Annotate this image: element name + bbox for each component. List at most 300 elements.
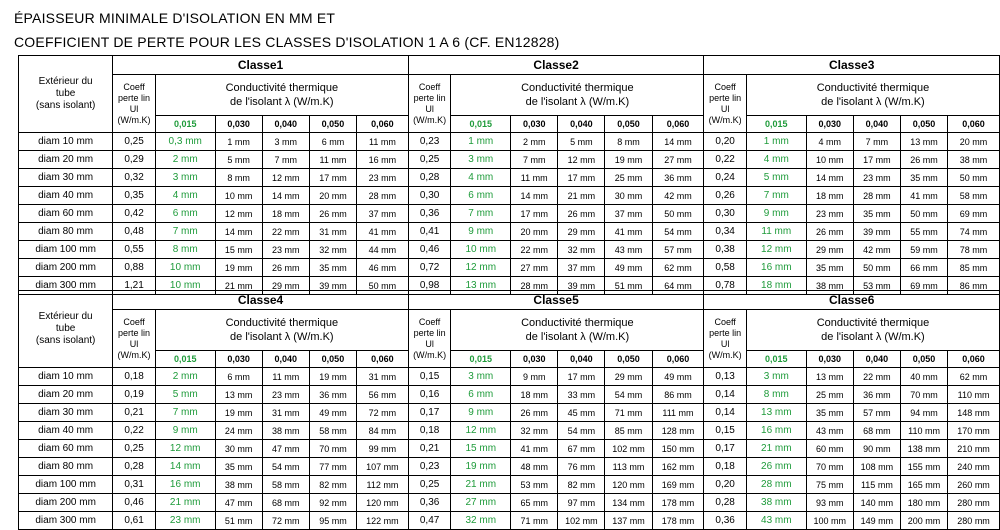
- loss-coefficient-cell: 0,34: [704, 223, 747, 241]
- loss-coefficient-cell: 0,22: [704, 151, 747, 169]
- thickness-cell: 17 mm: [511, 205, 558, 223]
- coeff-label-1: Coeff: [418, 81, 441, 92]
- coeff-header: [704, 310, 747, 368]
- thickness-cell: 28 mm: [853, 187, 900, 205]
- thickness-cell: 72 mm: [262, 512, 309, 530]
- conductivity-value: 0,015: [451, 116, 511, 133]
- thickness-cell: 82 mm: [558, 476, 605, 494]
- thickness-cell: 30 mm: [215, 440, 262, 458]
- thickness-cell: 4 mm: [155, 187, 215, 205]
- thickness-cell: 65 mm: [511, 494, 558, 512]
- thickness-cell: 150 mm: [652, 440, 704, 458]
- ext-label-3: (sans isolant): [35, 335, 96, 346]
- class-header: Classe6: [704, 291, 1000, 310]
- class-header: Classe2: [408, 56, 704, 75]
- thickness-cell: 100 mm: [806, 512, 853, 530]
- diameter-label: diam 80 mm: [19, 223, 113, 241]
- coeff-label-2: perte lin: [709, 92, 742, 103]
- conductivity-value: 0,015: [746, 351, 806, 368]
- conductivity-value: 0,015: [155, 351, 215, 368]
- thickness-cell: 66 mm: [900, 259, 947, 277]
- thickness-cell: 95 mm: [309, 512, 356, 530]
- thickness-cell: 120 mm: [605, 476, 652, 494]
- loss-coefficient-cell: 0,14: [704, 404, 747, 422]
- conductivity-value: 0,060: [948, 351, 1000, 368]
- thickness-cell: 18 mm: [262, 205, 309, 223]
- thickness-cell: 13 mm: [451, 277, 511, 295]
- thickness-cell: 260 mm: [948, 476, 1000, 494]
- thickness-cell: 4 mm: [806, 133, 853, 151]
- coeff-label-3: Ul: [720, 338, 730, 349]
- conductivity-label-2: de l'isolant λ (W/m.K): [230, 96, 334, 108]
- loss-coefficient-cell: 0,46: [113, 494, 156, 512]
- coeff-label-2: perte lin: [413, 92, 446, 103]
- loss-coefficient-cell: 0,14: [704, 386, 747, 404]
- thickness-cell: 240 mm: [948, 458, 1000, 476]
- thickness-cell: 23 mm: [262, 386, 309, 404]
- thickness-cell: 29 mm: [806, 241, 853, 259]
- thickness-cell: 3 mm: [262, 133, 309, 151]
- thickness-cell: 32 mm: [558, 241, 605, 259]
- loss-coefficient-cell: 0,55: [113, 241, 156, 259]
- thickness-cell: 10 mm: [215, 187, 262, 205]
- thickness-cell: 35 mm: [853, 205, 900, 223]
- insulation-table-1: [18, 55, 1000, 295]
- thickness-cell: 38 mm: [215, 476, 262, 494]
- thickness-cell: 35 mm: [806, 404, 853, 422]
- thickness-cell: 110 mm: [900, 422, 947, 440]
- ext-label-2: tube: [55, 88, 76, 99]
- thickness-cell: 35 mm: [215, 458, 262, 476]
- conductivity-label-2: de l'isolant λ (W/m.K): [821, 331, 925, 343]
- thickness-cell: 180 mm: [900, 494, 947, 512]
- thickness-cell: 47 mm: [215, 494, 262, 512]
- thickness-cell: 56 mm: [357, 386, 409, 404]
- thickness-cell: 99 mm: [357, 440, 409, 458]
- thickness-cell: 31 mm: [309, 223, 356, 241]
- thickness-cell: 12 mm: [451, 422, 511, 440]
- table-row: [19, 494, 1000, 512]
- conductivity-label-2: de l'isolant λ (W/m.K): [821, 96, 925, 108]
- diameter-label: diam 10 mm: [19, 368, 113, 386]
- thickness-cell: 19 mm: [309, 368, 356, 386]
- coeff-label-4: (W/m.K): [413, 349, 447, 360]
- thickness-cell: 36 mm: [309, 386, 356, 404]
- thickness-cell: 9 mm: [746, 205, 806, 223]
- pipe-exterior-header: [19, 291, 113, 368]
- thickness-cell: 35 mm: [309, 259, 356, 277]
- thickness-cell: 35 mm: [806, 259, 853, 277]
- thickness-cell: 20 mm: [511, 223, 558, 241]
- loss-coefficient-cell: 0,15: [704, 422, 747, 440]
- thickness-cell: 102 mm: [605, 440, 652, 458]
- thickness-cell: 32 mm: [451, 512, 511, 530]
- coeff-label-2: perte lin: [413, 327, 446, 338]
- thickness-cell: 31 mm: [262, 404, 309, 422]
- loss-coefficient-cell: 0,21: [408, 440, 451, 458]
- class-header: Classe1: [113, 56, 409, 75]
- thickness-cell: 38 mm: [948, 151, 1000, 169]
- loss-coefficient-cell: 0,28: [408, 169, 451, 187]
- thickness-cell: 33 mm: [558, 386, 605, 404]
- thickness-cell: 29 mm: [605, 368, 652, 386]
- thickness-cell: 67 mm: [558, 440, 605, 458]
- thickness-cell: 92 mm: [309, 494, 356, 512]
- subheader-row: [19, 310, 1000, 351]
- table-row: [19, 151, 1000, 169]
- diameter-label: diam 30 mm: [19, 169, 113, 187]
- thickness-cell: 54 mm: [262, 458, 309, 476]
- diameter-label: diam 60 mm: [19, 440, 113, 458]
- coeff-label-3: Ul: [720, 103, 730, 114]
- loss-coefficient-cell: 0,25: [408, 476, 451, 494]
- thickness-cell: 94 mm: [900, 404, 947, 422]
- conductivity-value: 0,030: [215, 351, 262, 368]
- ext-label-3: (sans isolant): [35, 100, 96, 111]
- conductivity-value: 0,040: [853, 116, 900, 133]
- thickness-cell: 18 mm: [746, 277, 806, 295]
- loss-coefficient-cell: 0,18: [408, 422, 451, 440]
- coeff-label-2: perte lin: [709, 327, 742, 338]
- ext-label-1: Extérieur du: [38, 76, 93, 87]
- thickness-cell: 21 mm: [558, 187, 605, 205]
- thickness-cell: 7 mm: [155, 404, 215, 422]
- thickness-cell: 14 mm: [215, 223, 262, 241]
- conductivity-value: 0,015: [451, 351, 511, 368]
- thickness-cell: 39 mm: [558, 277, 605, 295]
- thickness-cell: 5 mm: [558, 133, 605, 151]
- loss-coefficient-cell: 0,38: [704, 241, 747, 259]
- loss-coefficient-cell: 0,18: [704, 458, 747, 476]
- thickness-cell: 77 mm: [309, 458, 356, 476]
- coeff-label-1: Coeff: [714, 316, 736, 327]
- thickness-cell: 59 mm: [900, 241, 947, 259]
- loss-coefficient-cell: 0,42: [113, 205, 156, 223]
- thickness-cell: 18 mm: [806, 187, 853, 205]
- thickness-cell: 21 mm: [746, 440, 806, 458]
- thickness-cell: 29 mm: [558, 223, 605, 241]
- insulation-table-2: [18, 290, 1000, 530]
- thickness-cell: 111 mm: [652, 404, 704, 422]
- coeff-label-2: perte lin: [118, 92, 151, 103]
- table-row: [19, 512, 1000, 530]
- conductivity-header: [155, 75, 408, 116]
- conductivity-value: 0,050: [605, 116, 652, 133]
- conductivity-value: 0,030: [215, 116, 262, 133]
- thickness-cell: 14 mm: [155, 458, 215, 476]
- loss-coefficient-cell: 0,61: [113, 512, 156, 530]
- ext-label-1: Extérieur du: [38, 311, 93, 322]
- coeff-label-1: Coeff: [418, 316, 441, 327]
- thickness-cell: 210 mm: [948, 440, 1000, 458]
- conductivity-value: 0,060: [948, 116, 1000, 133]
- thickness-cell: 9 mm: [451, 223, 511, 241]
- thickness-cell: 122 mm: [357, 512, 409, 530]
- thickness-cell: 169 mm: [652, 476, 704, 494]
- thickness-cell: 84 mm: [357, 422, 409, 440]
- conductivity-label-1: Conductivité thermique: [816, 82, 930, 94]
- loss-coefficient-cell: 0,19: [113, 386, 156, 404]
- loss-coefficient-cell: 0,20: [704, 476, 747, 494]
- thickness-cell: 18 mm: [511, 386, 558, 404]
- thickness-cell: 280 mm: [948, 494, 1000, 512]
- loss-coefficient-cell: 0,31: [113, 476, 156, 494]
- thickness-cell: 35 mm: [900, 169, 947, 187]
- coeff-label-3: Ul: [425, 103, 434, 114]
- conductivity-values-row: [19, 351, 1000, 368]
- table-row: [19, 386, 1000, 404]
- thickness-cell: 26 mm: [262, 259, 309, 277]
- loss-coefficient-cell: 0,23: [408, 458, 451, 476]
- thickness-cell: 46 mm: [357, 259, 409, 277]
- loss-coefficient-cell: 0,30: [704, 205, 747, 223]
- thickness-cell: 13 mm: [806, 368, 853, 386]
- thickness-cell: 69 mm: [948, 205, 1000, 223]
- diameter-label: diam 200 mm: [19, 259, 113, 277]
- conductivity-value: 0,060: [652, 116, 704, 133]
- thickness-cell: 17 mm: [558, 169, 605, 187]
- thickness-cell: 9 mm: [155, 422, 215, 440]
- thickness-cell: 7 mm: [451, 205, 511, 223]
- table-row: [19, 133, 1000, 151]
- thickness-cell: 4 mm: [746, 151, 806, 169]
- thickness-cell: 54 mm: [605, 386, 652, 404]
- diameter-label: diam 80 mm: [19, 458, 113, 476]
- loss-coefficient-cell: 0,13: [704, 368, 747, 386]
- conductivity-label-2: de l'isolant λ (W/m.K): [525, 331, 630, 343]
- conductivity-value: 0,050: [900, 351, 947, 368]
- thickness-cell: 16 mm: [746, 259, 806, 277]
- thickness-cell: 75 mm: [806, 476, 853, 494]
- conductivity-value: 0,030: [511, 351, 558, 368]
- thickness-cell: 23 mm: [853, 169, 900, 187]
- thickness-cell: 39 mm: [853, 223, 900, 241]
- thickness-cell: 4 mm: [451, 169, 511, 187]
- thickness-cell: 32 mm: [309, 241, 356, 259]
- conductivity-value: 0,040: [558, 351, 605, 368]
- conductivity-label-2: de l'isolant λ (W/m.K): [525, 96, 630, 108]
- conductivity-value: 0,015: [746, 116, 806, 133]
- thickness-cell: 29 mm: [262, 277, 309, 295]
- loss-coefficient-cell: 0,30: [408, 187, 451, 205]
- coeff-label-4: (W/m.K): [708, 349, 742, 360]
- thickness-cell: 137 mm: [605, 512, 652, 530]
- loss-coefficient-cell: 0,72: [408, 259, 451, 277]
- thickness-cell: 41 mm: [900, 187, 947, 205]
- thickness-cell: 57 mm: [853, 404, 900, 422]
- thickness-cell: 13 mm: [215, 386, 262, 404]
- table-row: [19, 440, 1000, 458]
- thickness-cell: 26 mm: [900, 151, 947, 169]
- thickness-cell: 17 mm: [558, 368, 605, 386]
- thickness-cell: 7 mm: [511, 151, 558, 169]
- conductivity-values-row: [19, 116, 1000, 133]
- loss-coefficient-cell: 0,47: [408, 512, 451, 530]
- loss-coefficient-cell: 0,20: [704, 133, 747, 151]
- thickness-cell: 64 mm: [652, 277, 704, 295]
- thickness-cell: 76 mm: [558, 458, 605, 476]
- thickness-cell: 12 mm: [558, 151, 605, 169]
- thickness-cell: 51 mm: [605, 277, 652, 295]
- conductivity-value: 0,030: [806, 116, 853, 133]
- class-header-row: [19, 56, 1000, 75]
- thickness-cell: 8 mm: [215, 169, 262, 187]
- thickness-cell: 13 mm: [746, 404, 806, 422]
- thickness-cell: 85 mm: [948, 259, 1000, 277]
- coeff-header: [408, 310, 451, 368]
- page-title-line1: ÉPAISSEUR MINIMALE D'ISOLATION EN MM ET: [14, 10, 336, 26]
- subheader-row: [19, 75, 1000, 116]
- coeff-header: [113, 75, 156, 133]
- thickness-cell: 36 mm: [652, 169, 704, 187]
- thickness-cell: 14 mm: [262, 187, 309, 205]
- thickness-cell: 25 mm: [605, 169, 652, 187]
- loss-coefficient-cell: 0,23: [408, 133, 451, 151]
- thickness-cell: 16 mm: [357, 151, 409, 169]
- thickness-cell: 17 mm: [853, 151, 900, 169]
- loss-coefficient-cell: 0,41: [408, 223, 451, 241]
- diameter-label: diam 40 mm: [19, 187, 113, 205]
- table-row: [19, 169, 1000, 187]
- thickness-cell: 149 mm: [853, 512, 900, 530]
- thickness-cell: 82 mm: [309, 476, 356, 494]
- coeff-label-2: perte lin: [118, 327, 151, 338]
- thickness-cell: 3 mm: [451, 151, 511, 169]
- diameter-label: diam 300 mm: [19, 512, 113, 530]
- thickness-cell: 58 mm: [309, 422, 356, 440]
- thickness-cell: 25 mm: [806, 386, 853, 404]
- loss-coefficient-cell: 0,58: [704, 259, 747, 277]
- thickness-cell: 78 mm: [948, 241, 1000, 259]
- loss-coefficient-cell: 0,16: [408, 386, 451, 404]
- thickness-cell: 12 mm: [155, 440, 215, 458]
- table-row: [19, 241, 1000, 259]
- thickness-cell: 113 mm: [605, 458, 652, 476]
- loss-coefficient-cell: 0,25: [113, 440, 156, 458]
- thickness-cell: 42 mm: [853, 241, 900, 259]
- thickness-cell: 155 mm: [900, 458, 947, 476]
- thickness-cell: 165 mm: [900, 476, 947, 494]
- thickness-cell: 6 mm: [309, 133, 356, 151]
- thickness-cell: 41 mm: [511, 440, 558, 458]
- thickness-cell: 70 mm: [900, 386, 947, 404]
- thickness-cell: 27 mm: [652, 151, 704, 169]
- thickness-cell: 178 mm: [652, 494, 704, 512]
- loss-coefficient-cell: 0,48: [113, 223, 156, 241]
- thickness-cell: 22 mm: [853, 368, 900, 386]
- conductivity-header: [451, 75, 704, 116]
- thickness-cell: 280 mm: [948, 512, 1000, 530]
- conductivity-value: 0,040: [853, 351, 900, 368]
- thickness-cell: 23 mm: [357, 169, 409, 187]
- thickness-cell: 9 mm: [451, 404, 511, 422]
- thickness-cell: 3 mm: [451, 368, 511, 386]
- thickness-cell: 1 mm: [215, 133, 262, 151]
- coeff-label-3: Ul: [425, 338, 434, 349]
- thickness-cell: 8 mm: [155, 241, 215, 259]
- loss-coefficient-cell: 0,98: [408, 277, 451, 295]
- thickness-cell: 51 mm: [215, 512, 262, 530]
- loss-coefficient-cell: 0,36: [408, 205, 451, 223]
- coeff-header: [113, 310, 156, 368]
- loss-coefficient-cell: 0,29: [113, 151, 156, 169]
- thickness-cell: 128 mm: [652, 422, 704, 440]
- thickness-cell: 12 mm: [451, 259, 511, 277]
- thickness-cell: 7 mm: [262, 151, 309, 169]
- thickness-cell: 28 mm: [357, 187, 409, 205]
- thickness-cell: 115 mm: [853, 476, 900, 494]
- thickness-cell: 86 mm: [948, 277, 1000, 295]
- thickness-cell: 26 mm: [806, 223, 853, 241]
- thickness-cell: 43 mm: [806, 422, 853, 440]
- thickness-cell: 72 mm: [357, 404, 409, 422]
- thickness-cell: 3 mm: [746, 368, 806, 386]
- loss-coefficient-cell: 0,36: [408, 494, 451, 512]
- thickness-cell: 22 mm: [511, 241, 558, 259]
- thickness-cell: 16 mm: [155, 476, 215, 494]
- conductivity-header: [746, 310, 999, 351]
- thickness-cell: 17 mm: [309, 169, 356, 187]
- diameter-label: diam 20 mm: [19, 386, 113, 404]
- thickness-cell: 120 mm: [357, 494, 409, 512]
- thickness-cell: 138 mm: [900, 440, 947, 458]
- thickness-cell: 21 mm: [451, 476, 511, 494]
- diameter-label: diam 100 mm: [19, 241, 113, 259]
- thickness-cell: 26 mm: [309, 205, 356, 223]
- conductivity-value: 0,050: [900, 116, 947, 133]
- thickness-cell: 93 mm: [806, 494, 853, 512]
- conductivity-label-1: Conductivité thermique: [225, 82, 339, 94]
- thickness-cell: 11 mm: [357, 133, 409, 151]
- thickness-cell: 49 mm: [309, 404, 356, 422]
- thickness-cell: 23 mm: [155, 512, 215, 530]
- thickness-cell: 19 mm: [451, 458, 511, 476]
- thickness-cell: 27 mm: [511, 259, 558, 277]
- thickness-cell: 13 mm: [900, 133, 947, 151]
- diameter-label: diam 10 mm: [19, 133, 113, 151]
- loss-coefficient-cell: 0,78: [704, 277, 747, 295]
- conductivity-value: 0,015: [155, 116, 215, 133]
- thickness-cell: 12 mm: [262, 169, 309, 187]
- thickness-cell: 38 mm: [806, 277, 853, 295]
- thickness-cell: 90 mm: [853, 440, 900, 458]
- class-header: Classe4: [113, 291, 409, 310]
- thickness-cell: 10 mm: [451, 241, 511, 259]
- thickness-cell: 26 mm: [558, 205, 605, 223]
- conductivity-label-1: Conductivité thermique: [521, 82, 634, 94]
- loss-coefficient-cell: 0,36: [704, 512, 747, 530]
- thickness-cell: 86 mm: [652, 386, 704, 404]
- thickness-cell: 26 mm: [511, 404, 558, 422]
- thickness-cell: 21 mm: [215, 277, 262, 295]
- thickness-cell: 11 mm: [511, 169, 558, 187]
- thickness-cell: 50 mm: [853, 259, 900, 277]
- conductivity-value: 0,050: [309, 116, 356, 133]
- loss-coefficient-cell: 0,22: [113, 422, 156, 440]
- thickness-cell: 108 mm: [853, 458, 900, 476]
- conductivity-value: 0,060: [357, 351, 409, 368]
- thickness-cell: 30 mm: [605, 187, 652, 205]
- loss-coefficient-cell: 0,17: [408, 404, 451, 422]
- coeff-label-1: Coeff: [123, 81, 145, 92]
- loss-coefficient-cell: 0,25: [113, 133, 156, 151]
- loss-coefficient-cell: 0,28: [113, 458, 156, 476]
- thickness-cell: 28 mm: [746, 476, 806, 494]
- thickness-cell: 2 mm: [511, 133, 558, 151]
- thickness-cell: 71 mm: [511, 512, 558, 530]
- thickness-cell: 170 mm: [948, 422, 1000, 440]
- thickness-cell: 12 mm: [215, 205, 262, 223]
